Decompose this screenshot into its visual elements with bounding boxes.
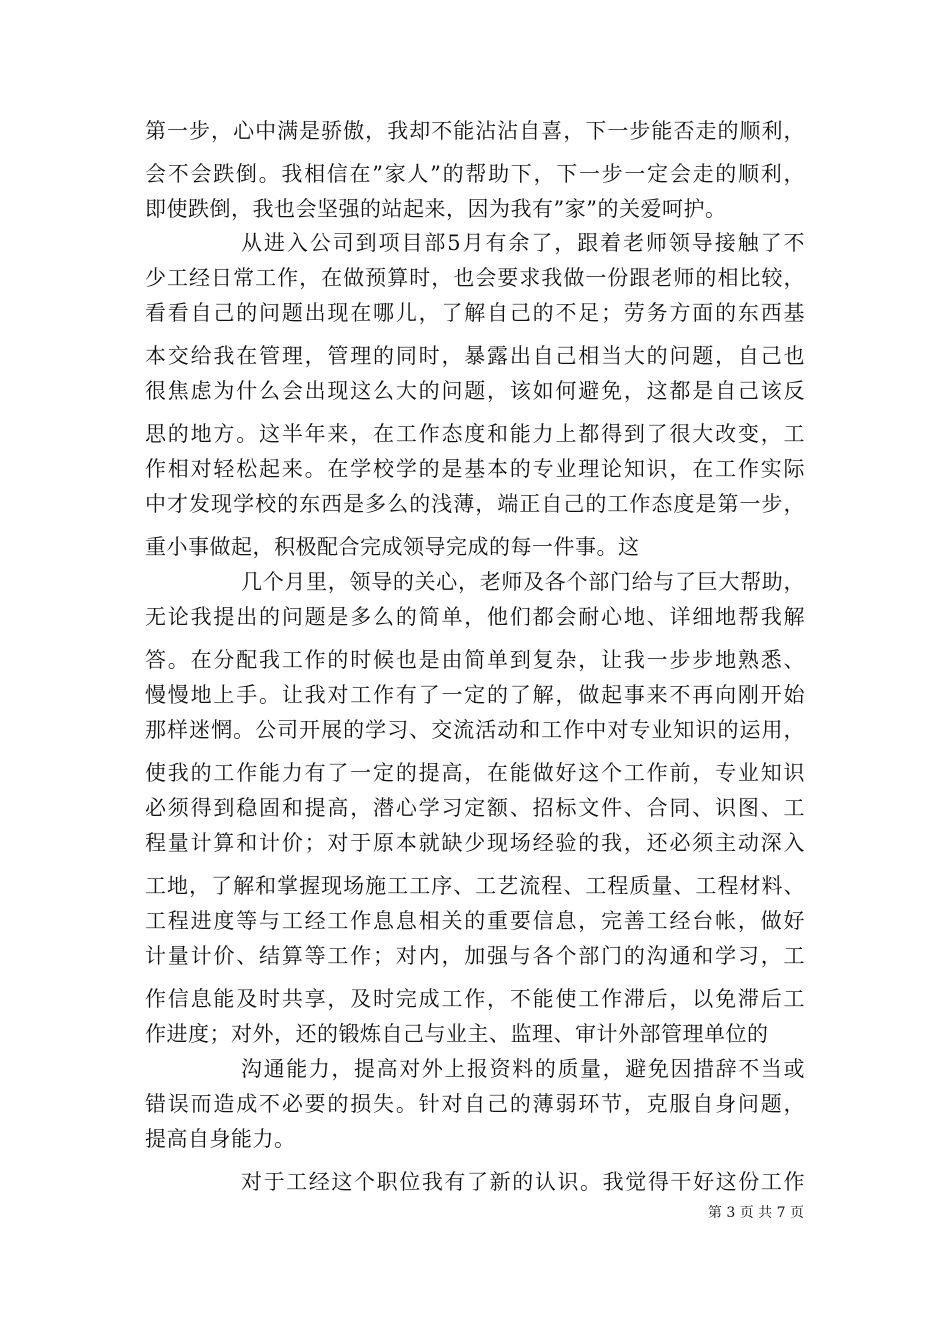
text-line: 思的地方。这半年来，在工作态度和能力上都得到了很大改变，工 (145, 422, 805, 446)
text-line: 工程进度等与工经工作息息相关的重要信息，完善工经台帐，做好 (145, 909, 805, 933)
text-line: 少工经日常工作，在做预算时，也会要求我做一份跟老师的相比较， (145, 266, 805, 290)
text-line: 计量计价、结算等工作；对内，加强与各个部门的沟通和学习，工 (145, 944, 805, 968)
text-line: 那样迷惘。公司开展的学习、交流活动和工作中对专业知识的运用， (145, 718, 805, 742)
text-line: 重小事做起，积极配合完成领导完成的每一件事。这 (145, 535, 640, 559)
text-line: 答。在分配我工作的时候也是由简单到复杂，让我一步步地熟悉、 (145, 648, 805, 672)
text-line: 沟通能力，提高对外上报资料的质量，避免因措辞不当或 (241, 1057, 805, 1081)
text-line: 必须得到稳固和提高，潜心学习定额、招标文件、合同、识图、工 (145, 796, 805, 820)
text-line: 本交给我在管理，管理的同时，暴露出自己相当大的问题，自己也 (145, 344, 805, 368)
text-line: 无论我提出的问题是多么的简单，他们都会耐心地、详细地帮我解 (145, 605, 805, 629)
text-line: 即使跌倒，我也会坚强的站起来，因为我有”家”的关爱呵护。 (145, 197, 727, 221)
text-line: 第一步，心中满是骄傲，我却不能沾沾自喜，下一步能否走的顺利， (145, 119, 805, 143)
text-line: 作进度；对外，还的锻炼自己与业主、监理、审计外部管理单位的 (145, 1022, 769, 1046)
text-line: 看看自己的问题出现在哪儿，了解自己的不足；劳务方面的东西基 (145, 301, 805, 325)
text-line: 中才发现学校的东西是多么的浅薄，端正自己的工作态度是第一步， (145, 492, 805, 516)
text-line: 几个月里，领导的关心，老师及各个部门给与了巨大帮助， (241, 570, 805, 594)
text-line: 很焦虑为什么会出现这么大的问题，该如何避免，这都是自己该反 (145, 379, 805, 403)
text-line: 慢慢地上手。让我对工作有了一定的了解，做起事来不再向刚开始 (145, 683, 805, 707)
text-line: 作相对轻松起来。在学校学的是基本的专业理论知识，在工作实际 (145, 457, 805, 481)
text-line: 使我的工作能力有了一定的提高，在能做好这个工作前，专业知识 (145, 761, 805, 785)
text-line: 对于工经这个职位我有了新的认识。我觉得干好这份工作 (241, 1170, 805, 1194)
text-line: 提高自身能力。 (145, 1127, 296, 1151)
page-number: 第 3 页 共 7 页 (707, 1205, 804, 1221)
text-line: 会不会跌倒。我相信在”家人”的帮助下，下一步一定会走的顺利， (145, 162, 805, 186)
text-line: 错误而造成不必要的损失。针对自己的薄弱环节，克服自身问题， (145, 1092, 805, 1116)
text-line: 工地，了解和掌握现场施工工序、工艺流程、工程质量、工程材料、 (145, 874, 805, 898)
text-line: 从进入公司到项目部5月有余了，跟着老师领导接触了不 (241, 231, 805, 255)
text-line: 作信息能及时共享，及时完成工作，不能使工作滞后，以免滞后工 (145, 987, 805, 1011)
text-line: 程量计算和计价；对于原本就缺少现场经验的我，还必须主动深入 (145, 831, 805, 855)
